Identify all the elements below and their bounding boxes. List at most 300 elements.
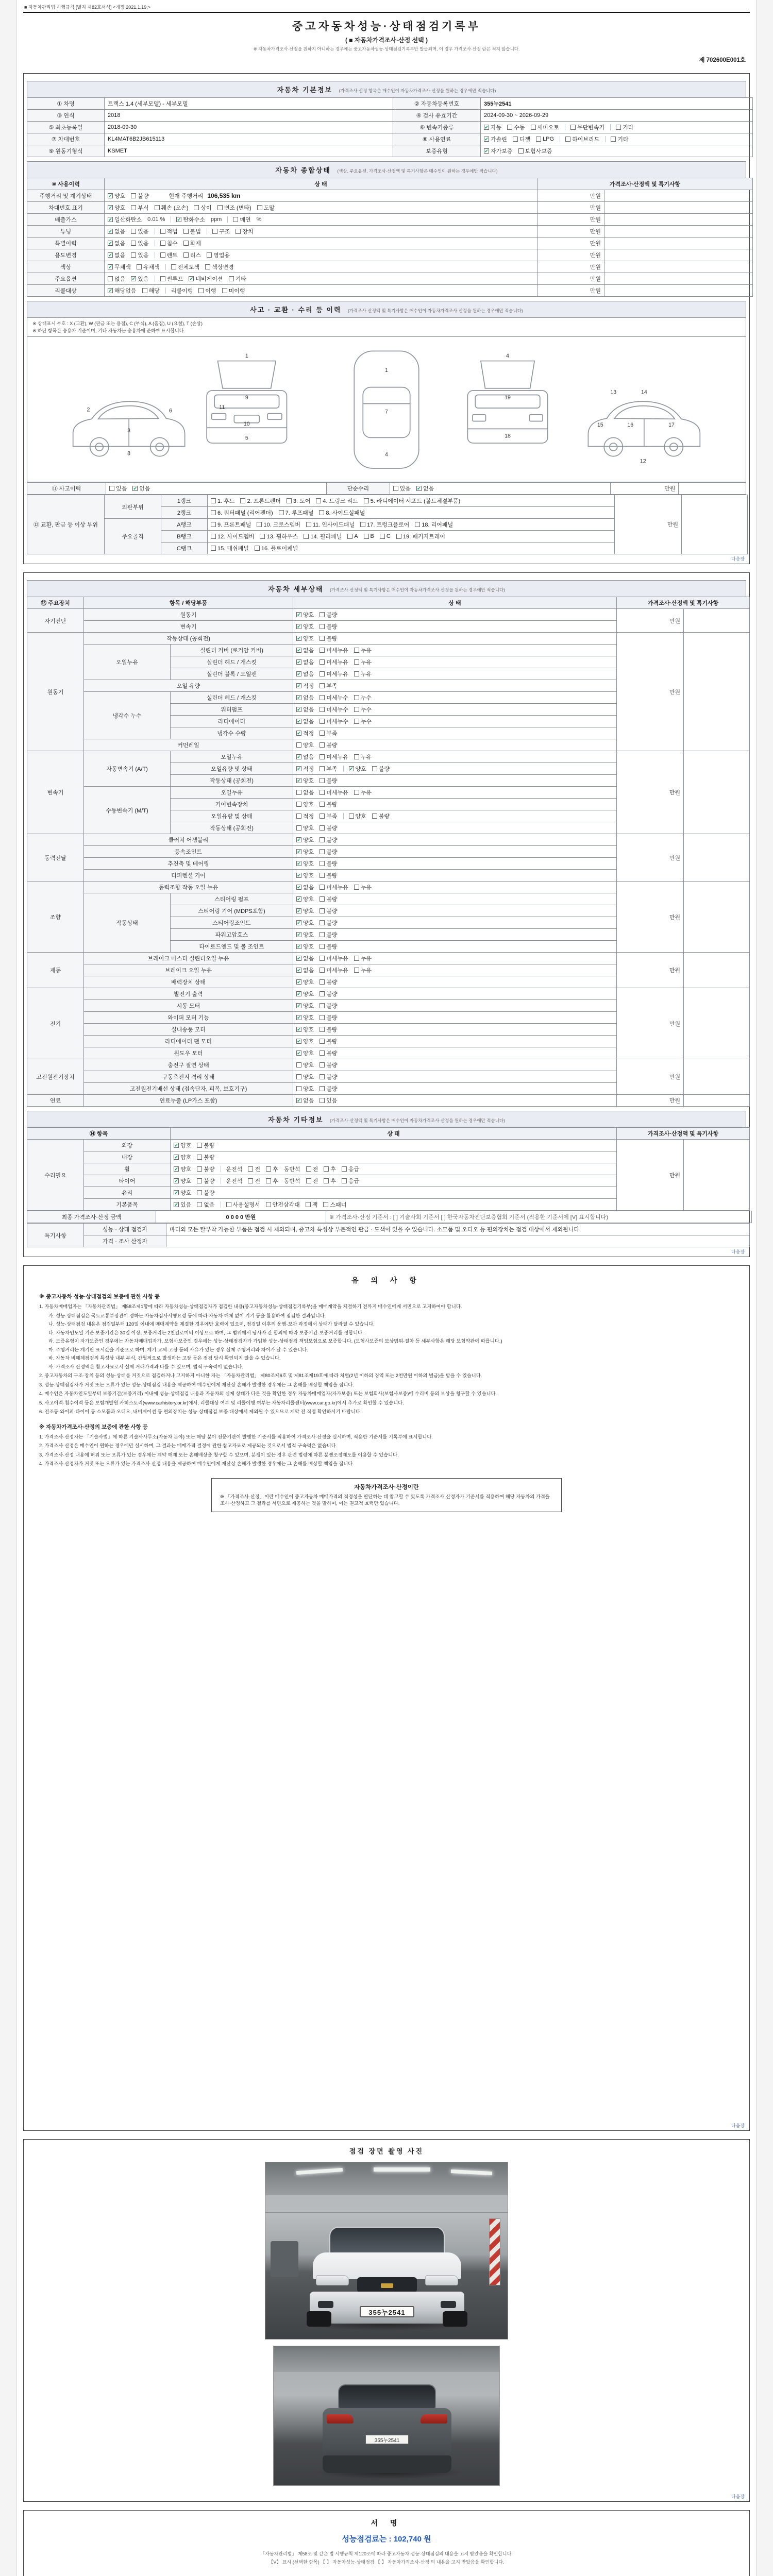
- checkbox-option[interactable]: [257, 204, 275, 212]
- option-label: 동반석: [283, 1166, 300, 1173]
- checkbox-option[interactable]: [380, 533, 391, 539]
- checkbox-option[interactable]: [296, 741, 314, 749]
- checkbox-option[interactable]: [320, 682, 337, 690]
- checkbox-checked-icon: ✔: [297, 932, 301, 937]
- checkbox-option[interactable]: [360, 520, 409, 529]
- checkbox-label: 없음: [114, 252, 126, 259]
- checkbox-option[interactable]: [296, 836, 314, 844]
- checkbox-option[interactable]: [211, 520, 251, 529]
- checkbox-option[interactable]: [354, 693, 372, 702]
- checkbox-option[interactable]: [354, 753, 372, 761]
- checkbox-option[interactable]: [354, 670, 372, 678]
- checkbox-label: 전: [312, 1166, 318, 1173]
- checkbox-option[interactable]: [183, 251, 201, 259]
- checkbox-option[interactable]: [131, 227, 148, 235]
- checkbox-option[interactable]: [342, 1165, 359, 1173]
- checkbox-checked-icon: ✔: [297, 873, 301, 878]
- checkbox-option[interactable]: [324, 1165, 336, 1173]
- checkbox-option[interactable]: [320, 907, 337, 915]
- status-options-cell: [293, 609, 617, 621]
- checkbox-option[interactable]: [131, 275, 148, 283]
- checkbox-option[interactable]: [320, 634, 337, 642]
- signature-confirm-line1: 「자동차관리법」 제58조 및 같은 법 시행규칙 제120조에 따라 중고자동차 성능·상태점검의 내용을 고지 받았음을 확인합니다.: [260, 2551, 513, 2556]
- checkbox-option[interactable]: [205, 263, 234, 271]
- checkbox-option[interactable]: [266, 1165, 278, 1173]
- checkbox-option[interactable]: [320, 1073, 337, 1081]
- price-amount-cell: 만원: [537, 202, 604, 214]
- checkbox-option[interactable]: [240, 497, 280, 505]
- accident-section-title: 사고 · 교환 · 수리 등 이력: [250, 306, 342, 314]
- checkbox-option[interactable]: [108, 239, 125, 247]
- headlight-left: [316, 2275, 349, 2285]
- checkbox-option[interactable]: [279, 509, 314, 517]
- checkbox-option[interactable]: [304, 532, 342, 540]
- checkbox-option[interactable]: [266, 1200, 300, 1209]
- checkbox-option[interactable]: [296, 1096, 314, 1105]
- checkbox-option[interactable]: [296, 942, 314, 951]
- checkbox-option[interactable]: [255, 544, 298, 552]
- checkbox-option[interactable]: [396, 532, 445, 540]
- checkbox-option[interactable]: [296, 966, 314, 974]
- checkbox-option[interactable]: [354, 717, 372, 725]
- checkbox-option[interactable]: [306, 520, 355, 529]
- checkbox-checked-icon: ✔: [108, 229, 112, 234]
- checkbox-option[interactable]: [507, 123, 525, 131]
- checkbox-option[interactable]: [194, 204, 211, 212]
- next-page-link[interactable]: 다음장: [731, 2494, 745, 2499]
- checkbox-option[interactable]: [296, 776, 314, 785]
- checkbox-label: 미이행: [228, 288, 245, 294]
- checkbox-option[interactable]: [189, 275, 223, 283]
- checkbox-label: 스패너: [330, 1202, 347, 1208]
- checkbox-icon: [320, 1098, 325, 1103]
- checkbox-option[interactable]: [320, 871, 337, 879]
- checkbox-icon: [320, 636, 325, 641]
- checkbox-option[interactable]: [108, 263, 131, 271]
- checkbox-option[interactable]: [320, 954, 348, 962]
- checkbox-option[interactable]: [296, 634, 314, 642]
- checkbox-option[interactable]: [316, 497, 358, 505]
- checkbox-option[interactable]: [349, 765, 366, 773]
- checkbox-option[interactable]: [296, 622, 314, 631]
- checkbox-option[interactable]: [296, 919, 314, 927]
- checkbox-checked-icon: ✔: [108, 217, 112, 222]
- checkbox-option[interactable]: [296, 705, 314, 714]
- checkbox-option[interactable]: [354, 954, 372, 962]
- checkbox-checked-icon: ✔: [174, 1178, 178, 1183]
- price-amount-cell: 만원: [617, 882, 684, 953]
- checkbox-option[interactable]: [211, 509, 273, 517]
- checkbox-option[interactable]: [296, 1025, 314, 1033]
- checkbox-option[interactable]: [155, 204, 189, 212]
- checkbox-label: 양호: [180, 1190, 192, 1196]
- checkbox-option[interactable]: [320, 1084, 337, 1093]
- checkbox-option[interactable]: [131, 192, 148, 200]
- checkbox-option[interactable]: [484, 147, 513, 155]
- checkbox-label: 양호: [303, 908, 314, 914]
- price-amount-cell: 만원: [537, 273, 604, 285]
- checkbox-option[interactable]: [296, 693, 314, 702]
- checkbox-option[interactable]: [354, 966, 372, 974]
- checkbox-checked-icon: ✔: [297, 683, 301, 688]
- checkbox-option[interactable]: [226, 1200, 260, 1209]
- checkbox-option[interactable]: [320, 788, 348, 796]
- checkbox-option[interactable]: [296, 1084, 314, 1093]
- checkbox-option[interactable]: [320, 1096, 337, 1105]
- checkbox-label: 불량: [204, 1155, 215, 1161]
- checkbox-option[interactable]: [320, 824, 337, 832]
- checkbox-option[interactable]: [174, 1165, 191, 1173]
- checkbox-option[interactable]: [296, 753, 314, 761]
- checkbox-option[interactable]: [320, 930, 337, 939]
- checkbox-option[interactable]: [415, 520, 453, 529]
- checkbox-option[interactable]: [260, 532, 298, 540]
- checkbox-option[interactable]: [108, 192, 125, 200]
- field-label: 타이로드엔드 및 볼 조인트: [171, 941, 293, 953]
- checkbox-option[interactable]: [296, 871, 314, 879]
- checkbox-option[interactable]: [296, 788, 314, 796]
- checkbox-option[interactable]: [320, 776, 337, 785]
- checkbox-option[interactable]: [296, 1037, 314, 1045]
- checkbox-option[interactable]: [197, 1200, 214, 1209]
- checkbox-label: 잭: [312, 1202, 318, 1208]
- checkbox-option[interactable]: [160, 275, 183, 283]
- checkbox-option[interactable]: [320, 1002, 337, 1010]
- checkbox-option[interactable]: [320, 658, 348, 666]
- checkbox-option[interactable]: [364, 533, 374, 539]
- checkbox-option[interactable]: [296, 800, 314, 808]
- checkbox-option[interactable]: [207, 251, 230, 259]
- garage-equipment: [271, 2241, 298, 2277]
- checkbox-option[interactable]: [518, 147, 552, 155]
- checkbox-option[interactable]: [108, 251, 125, 259]
- checkbox-option[interactable]: [320, 1013, 337, 1022]
- checkbox-checked-icon: ✔: [177, 217, 181, 222]
- checkbox-option[interactable]: [171, 263, 200, 271]
- checkbox-option[interactable]: [320, 1037, 337, 1045]
- checkbox-option[interactable]: [320, 883, 348, 891]
- checkbox-label: 전체도색: [177, 264, 200, 270]
- checkbox-checked-icon: ✔: [297, 956, 301, 961]
- checkbox-option[interactable]: [131, 251, 148, 259]
- checkbox-checked-icon: ✔: [174, 1190, 178, 1195]
- checkbox-option[interactable]: [131, 204, 148, 212]
- checkbox-option[interactable]: [296, 1061, 314, 1069]
- checkbox-option[interactable]: [611, 135, 628, 143]
- checkbox-option[interactable]: [108, 204, 125, 212]
- checkbox-option[interactable]: [229, 275, 246, 283]
- checkbox-option[interactable]: [531, 123, 560, 131]
- checkbox-option[interactable]: [296, 658, 314, 666]
- checkbox-checked-icon: ✔: [297, 754, 301, 759]
- checkbox-option[interactable]: [320, 765, 337, 773]
- checkbox-option[interactable]: [211, 497, 234, 505]
- checkbox-option[interactable]: [222, 286, 245, 295]
- checkbox-option[interactable]: [296, 1013, 314, 1022]
- status-options-cell: [293, 645, 617, 656]
- checkbox-option[interactable]: [320, 705, 348, 714]
- checkbox-option[interactable]: [320, 1025, 337, 1033]
- checkbox-option[interactable]: [108, 286, 137, 295]
- comprehensive-section-note: (색상, 주요옵션, 가격조사·산정액 및 특기사항은 매수인이 원하는 경우에만 적습니다): [337, 168, 498, 174]
- checkbox-option[interactable]: [197, 1141, 214, 1149]
- checkbox-option[interactable]: [296, 859, 314, 868]
- checkbox-option[interactable]: [174, 1200, 191, 1209]
- checkbox-option[interactable]: [306, 1200, 318, 1209]
- notice-paragraph: 바. 자동차 비해체점검의 특성상 내부 부식, 간헐적으로 발생하는 고장 등은 점검 당시 확인되지 않을 수 있습니다.: [48, 1355, 281, 1361]
- notice-paragraph: 다. 자동차인도일 기준 보증기간은 30일 이상, 보증거리는 2천킬로미터 이상으로 하며, 그 범위에서 당사자 간 합의에 따라 보증기간·보증거리를 정합니다.: [48, 1330, 364, 1335]
- checkbox-option[interactable]: [320, 693, 348, 702]
- checkbox-option[interactable]: [296, 990, 314, 998]
- checkbox-option[interactable]: [354, 788, 372, 796]
- checkbox-option[interactable]: [176, 215, 205, 224]
- checkbox-option[interactable]: [296, 729, 314, 737]
- checkbox-option[interactable]: [248, 1165, 260, 1173]
- checkbox-option[interactable]: [108, 227, 125, 235]
- checkbox-option[interactable]: [484, 123, 501, 131]
- checkbox-option[interactable]: [212, 227, 230, 235]
- checkbox-label: 불량: [326, 932, 338, 938]
- checkbox-option[interactable]: [306, 1177, 318, 1185]
- checkbox-label: 불량: [326, 1086, 338, 1092]
- checkbox-option[interactable]: [324, 1177, 336, 1185]
- checkbox-option[interactable]: [296, 1002, 314, 1010]
- checkbox-checked-icon: ✔: [108, 193, 112, 198]
- checkbox-option[interactable]: [183, 227, 201, 235]
- checkbox-option[interactable]: [287, 497, 310, 505]
- checkbox-label: 하이브리드: [572, 137, 600, 143]
- checkbox-option[interactable]: [616, 123, 633, 131]
- checkbox-option[interactable]: [320, 753, 348, 761]
- checkbox-option[interactable]: [565, 135, 599, 143]
- checkbox-option[interactable]: [211, 544, 249, 552]
- checkbox-label: 양호: [114, 205, 126, 211]
- checkbox-label: 기타: [623, 125, 634, 131]
- notice-paragraph: 1. 자동차매매업자는 「자동차관리법」 제58조제1항에 따라 자동차성능·상태점검자가 점검한 내용(중고자동차성능·상태점검기록부)을 매매계약을 체결하기 전까지 매수인에게 서면으로 고지하여야 합니다.: [39, 1304, 462, 1309]
- checkbox-option[interactable]: [257, 520, 300, 529]
- checkbox-option[interactable]: [296, 978, 314, 986]
- checkbox-option[interactable]: [296, 611, 314, 619]
- top-rule: [23, 12, 750, 13]
- checkbox-label: 누수: [360, 719, 372, 725]
- checkbox-option[interactable]: [320, 611, 337, 619]
- checkbox-checked-icon: ✔: [297, 896, 301, 902]
- checkbox-option[interactable]: [347, 533, 358, 539]
- car-rear-view: [323, 2381, 451, 2473]
- checkbox-option[interactable]: [296, 646, 314, 654]
- checkbox-label: 기타: [617, 137, 629, 143]
- checkbox-option[interactable]: [142, 286, 160, 295]
- checkbox-option[interactable]: [137, 263, 160, 271]
- checkbox-icon: [320, 695, 325, 700]
- checkbox-option[interactable]: [174, 1153, 191, 1161]
- panel-number: 8: [127, 450, 131, 457]
- checkbox-option[interactable]: [320, 741, 337, 749]
- checkbox-option[interactable]: [306, 1165, 318, 1173]
- panel-number: 15: [597, 422, 603, 429]
- comprehensive-section-title: 자동차 종합상태: [275, 166, 331, 174]
- checkbox-label: 일산화탄소: [114, 217, 142, 223]
- checkbox-option[interactable]: [372, 765, 390, 773]
- field-label: A랭크: [161, 519, 208, 531]
- checkbox-option[interactable]: [248, 1177, 260, 1185]
- checkbox-option[interactable]: [217, 204, 251, 212]
- checkbox-option[interactable]: [296, 954, 314, 962]
- checkbox-option[interactable]: [296, 682, 314, 690]
- checkbox-option[interactable]: [296, 765, 314, 773]
- checkbox-option[interactable]: [266, 1177, 278, 1185]
- checkbox-option[interactable]: [354, 658, 372, 666]
- checkbox-option[interactable]: [354, 705, 372, 714]
- checkbox-option[interactable]: [513, 135, 530, 143]
- checkbox-option[interactable]: [296, 895, 314, 903]
- checkbox-option[interactable]: [536, 136, 554, 142]
- checkbox-option[interactable]: [211, 532, 254, 540]
- checkbox-icon: [266, 1202, 271, 1207]
- field-label: 스티어링조인트: [171, 917, 293, 929]
- checkbox-option[interactable]: [197, 1189, 214, 1197]
- checkbox-option[interactable]: [320, 812, 337, 820]
- status-options-cell: [293, 799, 617, 810]
- panel-number: 2: [87, 406, 90, 413]
- checkbox-option[interactable]: [174, 1177, 191, 1185]
- field-label: 스티어링 펌프: [171, 893, 293, 905]
- next-page-link[interactable]: 다음장: [731, 556, 745, 562]
- checkbox-option[interactable]: [320, 800, 337, 808]
- checkbox-option[interactable]: [131, 239, 148, 247]
- checkbox-option[interactable]: [183, 239, 201, 247]
- checkbox-option[interactable]: [354, 883, 372, 891]
- checkbox-option[interactable]: [320, 622, 337, 631]
- checkbox-option[interactable]: [160, 239, 178, 247]
- checkbox-icon: [360, 522, 365, 527]
- checkbox-option[interactable]: [320, 670, 348, 678]
- checkbox-icon: [320, 814, 325, 819]
- checkbox-option[interactable]: [296, 824, 314, 832]
- field-label: 보증유형: [393, 145, 481, 157]
- checkbox-icon: [171, 264, 176, 269]
- checkbox-option[interactable]: [342, 1177, 359, 1185]
- checkbox-option[interactable]: [372, 812, 390, 820]
- checkbox-option[interactable]: [393, 484, 411, 493]
- notice-paragraph: 3. 성능·상태점검자가 거짓 또는 오류가 있는 성능·상태점검 내용을 제공하여 매수인에게 재산상 손해가 발생한 경우에는 그 손해를 배상할 책임을 집니다.: [39, 1382, 354, 1387]
- checkbox-option[interactable]: [236, 227, 253, 235]
- checkbox-icon: [364, 534, 369, 539]
- checkbox-label: 안전삼각대: [272, 1202, 300, 1208]
- checkbox-icon: [320, 742, 325, 748]
- checkbox-option[interactable]: [323, 1200, 346, 1209]
- checkbox-option[interactable]: [296, 907, 314, 915]
- checkbox-option[interactable]: [349, 812, 366, 820]
- checkbox-label: 없음: [303, 671, 314, 677]
- damage-code-legend-line1: ※ 상태표시 부호 : X (교환), W (판금 또는 용접), C (부식), A (흠집), U (요철), T (손상): [32, 321, 203, 326]
- checkbox-label: 상이: [200, 205, 212, 211]
- checkbox-option[interactable]: [160, 227, 178, 235]
- checkbox-option[interactable]: [160, 251, 178, 259]
- checkbox-icon: [205, 264, 210, 269]
- document-header: [23, 18, 750, 65]
- checkbox-option[interactable]: [109, 484, 127, 493]
- checkbox-option[interactable]: [296, 930, 314, 939]
- checkbox-option[interactable]: [484, 135, 507, 143]
- checkbox-option[interactable]: [233, 215, 250, 224]
- status-options-cell: [293, 953, 617, 964]
- option-label: 운전석: [226, 1178, 243, 1184]
- field-label: ⑨ 원동기형식: [27, 145, 105, 157]
- checkbox-icon: [226, 1202, 231, 1207]
- checkbox-option[interactable]: [320, 919, 337, 927]
- checkbox-icon: [287, 498, 292, 503]
- field-label: 튜닝: [27, 226, 105, 238]
- checkbox-option[interactable]: [320, 966, 348, 974]
- next-page-link[interactable]: 다음장: [731, 1249, 745, 1255]
- checkbox-option[interactable]: [296, 1073, 314, 1081]
- status-options-cell: [293, 1083, 617, 1095]
- checkbox-label: 있음: [180, 1202, 192, 1208]
- checkbox-option[interactable]: [320, 1061, 337, 1069]
- checkbox-option[interactable]: [197, 1177, 214, 1185]
- taillight-right: [421, 2414, 447, 2424]
- checkbox-option[interactable]: [320, 942, 337, 951]
- checkbox-option[interactable]: [296, 883, 314, 891]
- checkbox-option[interactable]: [320, 836, 337, 844]
- checkbox-option[interactable]: [108, 215, 142, 224]
- checkbox-label: 적정: [303, 683, 314, 689]
- checkbox-option[interactable]: [174, 1141, 191, 1149]
- option-label: 0.01 %: [147, 216, 165, 223]
- checkbox-option[interactable]: [108, 275, 125, 283]
- checkbox-option[interactable]: [354, 646, 372, 654]
- next-page-link[interactable]: 다음장: [731, 2123, 745, 2128]
- status-options-cell: [171, 1140, 617, 1151]
- checkbox-option[interactable]: [320, 717, 348, 725]
- checkbox-option[interactable]: [296, 670, 314, 678]
- inspection-fee: 성능점검료는 : 102,740 원: [342, 2535, 431, 2544]
- checkbox-option[interactable]: [197, 1153, 214, 1161]
- checkbox-option[interactable]: [320, 646, 348, 654]
- checkbox-option[interactable]: [320, 1049, 337, 1057]
- checkbox-option[interactable]: [320, 848, 337, 856]
- checkbox-option[interactable]: [296, 717, 314, 725]
- checkbox-option[interactable]: [197, 1165, 214, 1173]
- checkbox-label: 없음: [204, 1202, 215, 1208]
- checkbox-option[interactable]: [570, 123, 604, 131]
- checkbox-option[interactable]: [132, 484, 150, 493]
- notices-subheading: ※ 중고자동차 성능·상태점검의 보증에 관한 사항 등: [39, 1294, 160, 1300]
- checkbox-option[interactable]: [416, 484, 434, 493]
- checkbox-option[interactable]: [320, 990, 337, 998]
- checkbox-option[interactable]: [296, 1049, 314, 1057]
- checkbox-option[interactable]: [296, 848, 314, 856]
- checkbox-option[interactable]: [320, 859, 337, 868]
- checkbox-option[interactable]: [319, 509, 365, 517]
- field-value: 0 0 0 0 만원: [156, 1211, 326, 1223]
- option-divider: [343, 766, 344, 772]
- field-label: 변속기: [27, 751, 84, 834]
- checkbox-option[interactable]: [320, 895, 337, 903]
- checkbox-option[interactable]: [198, 286, 216, 295]
- field-label: 파워고압호스: [171, 929, 293, 941]
- checkbox-option[interactable]: [296, 812, 314, 820]
- price-amount-cell: 만원: [617, 953, 684, 988]
- checkbox-icon: [320, 731, 325, 736]
- checkbox-icon: [160, 241, 165, 246]
- price-amount-cell: 만원: [617, 633, 684, 751]
- checkbox-option[interactable]: [320, 978, 337, 986]
- checkbox-option[interactable]: [364, 497, 460, 505]
- checkbox-option[interactable]: [174, 1189, 191, 1197]
- checkbox-option[interactable]: [320, 729, 337, 737]
